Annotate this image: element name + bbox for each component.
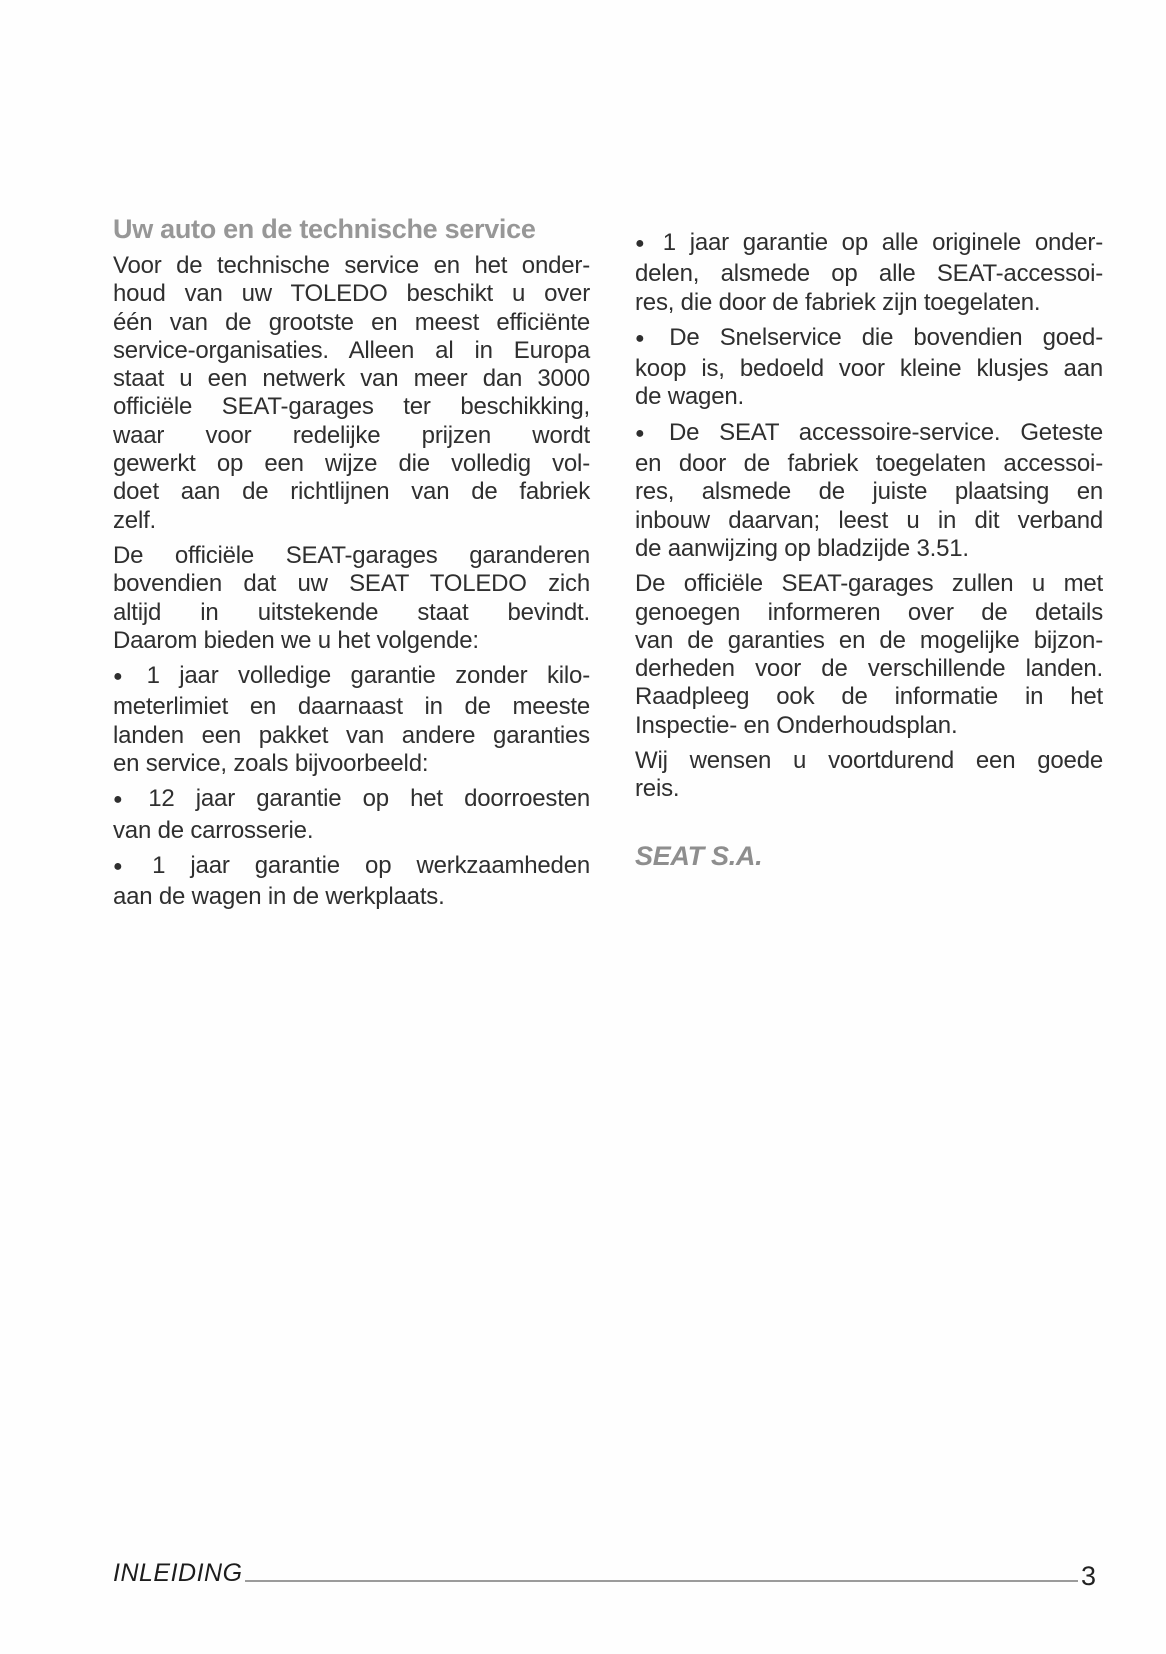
text-line: ● 1 jaar volledige garantie zonder kilo- xyxy=(113,662,590,690)
text-line: waar voor redelijke prijzen wordt xyxy=(113,421,590,449)
text-line: meterlimiet en daarnaast in de meeste xyxy=(113,693,590,721)
text-line: inbouw daarvan; leest u in dit verband xyxy=(635,506,1103,534)
text-line: reis. xyxy=(635,775,680,803)
text-line: res, alsmede de juiste plaatsing en xyxy=(635,478,1103,506)
text-line: ● 12 jaar garantie op het doorroesten xyxy=(113,785,590,813)
bullet-paragraph xyxy=(635,324,1103,412)
bullet-paragraph xyxy=(113,852,590,912)
paragraph xyxy=(635,747,1103,804)
bullet-paragraph xyxy=(113,785,590,845)
text-line: service-organisaties. Alleen al in Europa xyxy=(113,336,590,364)
bullet-icon: ● xyxy=(113,791,138,809)
left-column-paragraphs xyxy=(113,252,590,912)
text-line: koop is, bedoeld voor kleine klusjes aan xyxy=(635,355,1103,383)
text-line: Voor de technische service en het onder- xyxy=(113,252,590,279)
right-column-paragraphs xyxy=(635,229,1103,804)
text-line: bovendien dat uw SEAT TOLEDO zich xyxy=(113,570,590,598)
bullet-icon: ● xyxy=(113,857,142,875)
text-line: de wagen. xyxy=(635,383,744,411)
paragraph xyxy=(113,252,590,535)
right-column xyxy=(635,229,1103,870)
text-line: ● De SEAT accessoire-service. Geteste xyxy=(635,418,1103,446)
text-line: res, die door de fabriek zijn toegelaten. xyxy=(635,288,1041,316)
text-line: doet aan de richtlijnen van de fabriek xyxy=(113,478,590,506)
page-number: 3 xyxy=(1081,1561,1097,1591)
text-line: ● De Snelservice die bovendien goed- xyxy=(635,323,1103,351)
text-line: van de garanties en de mogelijke bijzon- xyxy=(635,626,1103,654)
text-line: landen een pakket van andere garanties xyxy=(113,721,590,749)
text-line: gewerkt op een wijze die volledig vol- xyxy=(113,450,590,478)
bullet-paragraph xyxy=(113,662,590,778)
text-line: van de carrosserie. xyxy=(113,816,314,844)
text-line: aan de wagen in de werkplaats. xyxy=(113,883,445,911)
text-line: ● 1 jaar garantie op werkzaamheden xyxy=(113,851,590,879)
text-line: één van de grootste en meest efficiënte xyxy=(113,308,590,336)
bullet-icon: ● xyxy=(113,668,136,686)
section-heading: Uw auto en de technische service xyxy=(113,214,536,244)
text-line: officiële SEAT-garages ter beschikking, xyxy=(113,393,590,421)
bullet-paragraph xyxy=(635,229,1103,317)
bullet-icon: ● xyxy=(635,235,652,252)
text-line: de aanwijzing op bladzijde 3.51. xyxy=(635,534,969,562)
text-line: Raadpleeg ook de informatie in het xyxy=(635,683,1103,711)
text-line: staat u een netwerk van meer dan 3000 xyxy=(113,365,590,393)
text-line: ● 1 jaar garantie op alle originele onder- xyxy=(635,229,1104,256)
paragraph xyxy=(113,542,590,655)
text-line: altijd in uitstekende staat bevindt. xyxy=(113,598,590,626)
paragraph xyxy=(635,570,1103,740)
signature: SEAT S.A. xyxy=(635,840,763,871)
left-column xyxy=(113,213,590,912)
text-line: Daarom bieden we u het volgende: xyxy=(113,626,479,654)
text-line: Wij wensen u voortdurend een goede xyxy=(635,747,1103,775)
text-line: derheden voor de verschillende landen. xyxy=(635,655,1103,683)
text-line: genoegen informeren over de details xyxy=(635,598,1103,626)
bullet-icon: ● xyxy=(635,329,659,347)
text-line: en door de fabriek toegelaten accessoi- xyxy=(635,450,1103,478)
footer-label: INLEIDING xyxy=(113,1559,243,1587)
bullet-paragraph xyxy=(635,419,1103,563)
bullet-icon: ● xyxy=(635,424,658,442)
text-line: delen, alsmede op alle SEAT-accessoi- xyxy=(635,260,1103,288)
text-line: De officiële SEAT-garages garanderen xyxy=(113,541,590,569)
text-line: en service, zoals bijvoorbeeld: xyxy=(113,750,429,778)
text-line: zelf. xyxy=(113,506,157,534)
footer-rule xyxy=(245,1580,1078,1582)
text-line: houd van uw TOLEDO beschikt u over xyxy=(113,280,590,308)
text-line: De officiële SEAT-garages zullen u met xyxy=(635,570,1103,598)
text-line: Inspectie- en Onderhoudsplan. xyxy=(635,711,958,739)
